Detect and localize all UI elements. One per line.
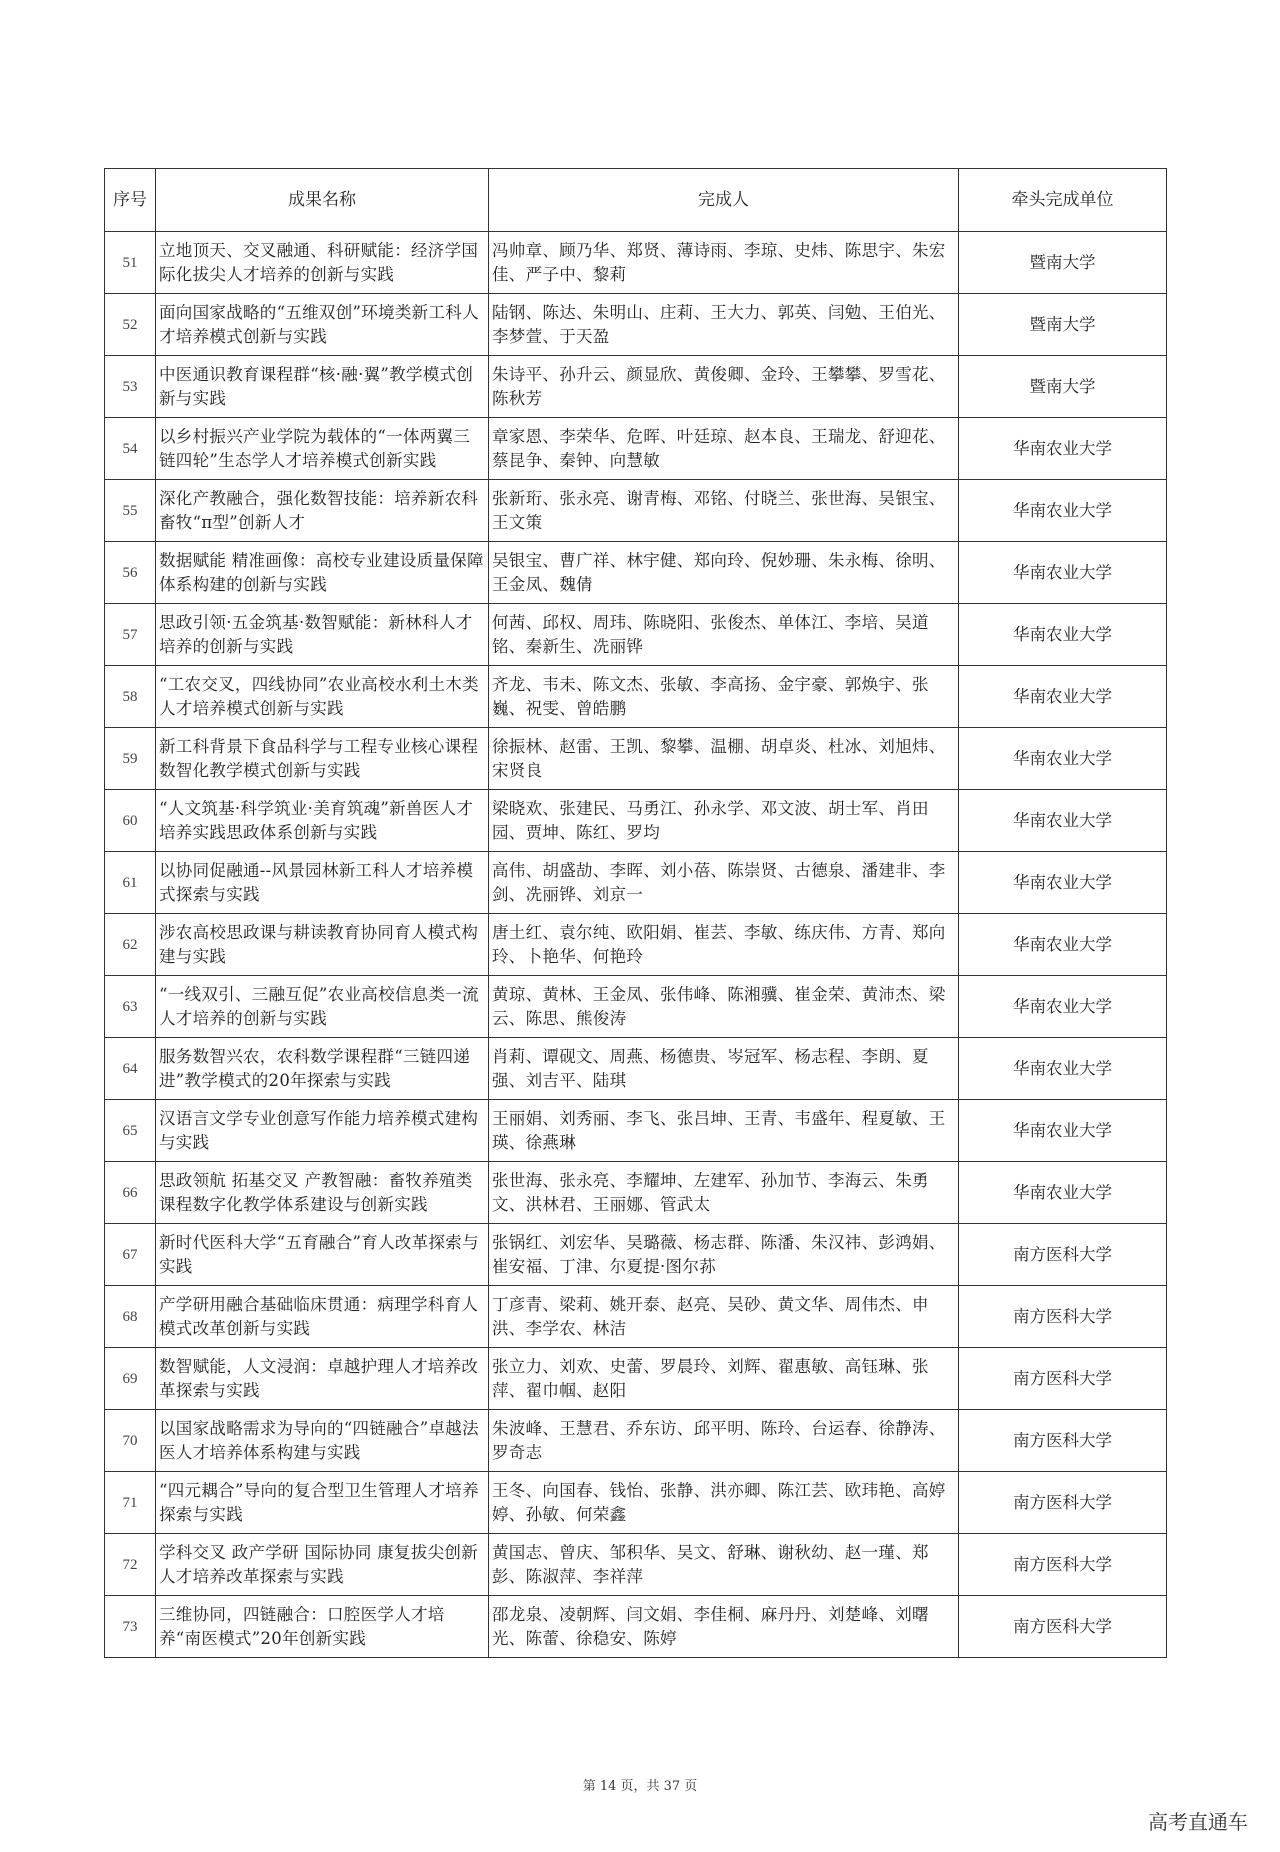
lead-unit: 南方医科大学 (959, 1224, 1167, 1286)
achievement-title: 新工科背景下食品科学与工程专业核心课程数智化教学模式创新与实践 (156, 728, 489, 790)
watermark: 高考直通车 (1148, 1810, 1248, 1834)
achievement-title: 数智赋能，人文浸润：卓越护理人才培养改革探索与实践 (156, 1348, 489, 1410)
table-row (105, 356, 1167, 418)
row-number: 58 (105, 666, 156, 728)
table-row (105, 604, 1167, 666)
row-number: 51 (105, 232, 156, 294)
lead-unit: 华南农业大学 (959, 666, 1167, 728)
row-number: 55 (105, 480, 156, 542)
achievement-title: 汉语言文学专业创意写作能力培养模式建构与实践 (156, 1100, 489, 1162)
contributors: 朱诗平、孙升云、颜显欣、黄俊卿、金玲、王攀攀、罗雪花、陈秋芳 (489, 356, 959, 418)
lead-unit: 南方医科大学 (959, 1286, 1167, 1348)
lead-unit: 华南农业大学 (959, 604, 1167, 666)
contributors: 高伟、胡盛劼、李晖、刘小蓓、陈崇贤、古德泉、潘建非、李剑、冼丽铧、刘京一 (489, 852, 959, 914)
table-row (105, 1472, 1167, 1534)
table-row (105, 480, 1167, 542)
table-row (105, 542, 1167, 604)
table-row (105, 1410, 1167, 1472)
row-number: 52 (105, 294, 156, 356)
contributors: 丁彦青、梁莉、姚开泰、赵亮、吴砂、黄文华、周伟杰、申洪、李学农、林洁 (489, 1286, 959, 1348)
contributors: 唐土红、袁尔纯、欧阳娟、崔芸、李敏、练庆伟、方青、郑向玲、卜艳华、何艳玲 (489, 914, 959, 976)
lead-unit: 华南农业大学 (959, 480, 1167, 542)
achievement-title: 产学研用融合基础临床贯通：病理学科育人模式改革创新与实践 (156, 1286, 489, 1348)
lead-unit: 南方医科大学 (959, 1534, 1167, 1596)
contributors: 朱波峰、王慧君、乔东访、邱平明、陈玲、台运春、徐静涛、罗奇志 (489, 1410, 959, 1472)
table-row (105, 1348, 1167, 1410)
row-number: 61 (105, 852, 156, 914)
table-header-row (105, 169, 1167, 232)
lead-unit: 暨南大学 (959, 232, 1167, 294)
row-number: 63 (105, 976, 156, 1038)
achievement-title: “一线双引、三融互促”农业高校信息类一流人才培养的创新与实践 (156, 976, 489, 1038)
achievement-title: 三维协同，四链融合：口腔医学人才培养“南医模式”20年创新实践 (156, 1596, 489, 1658)
lead-unit: 暨南大学 (959, 356, 1167, 418)
contributors: 陆钢、陈达、朱明山、庄莉、王大力、郭英、闫勉、王伯光、李梦萱、于天盈 (489, 294, 959, 356)
achievement-title: 新时代医科大学“五育融合”育人改革探索与实践 (156, 1224, 489, 1286)
row-number: 70 (105, 1410, 156, 1472)
row-number: 69 (105, 1348, 156, 1410)
row-number: 56 (105, 542, 156, 604)
contributors: 张锅红、刘宏华、吴璐薇、杨志群、陈潘、朱汉祎、彭鸿娟、崔安福、丁津、尔夏提·图尔荪 (489, 1224, 959, 1286)
row-number: 54 (105, 418, 156, 480)
contributors: 王冬、向国春、钱怡、张静、洪亦卿、陈江芸、欧玮艳、高婷婷、孙敏、何荣鑫 (489, 1472, 959, 1534)
achievement-title: “人文筑基·科学筑业·美育筑魂”新兽医人才培养实践思政体系创新与实践 (156, 790, 489, 852)
lead-unit: 华南农业大学 (959, 914, 1167, 976)
contributors: 张立力、刘欢、史蕾、罗晨玲、刘辉、翟惠敏、高钰琳、张萍、翟巾帼、赵阳 (489, 1348, 959, 1410)
achievement-title: 数据赋能 精准画像：高校专业建设质量保障体系构建的创新与实践 (156, 542, 489, 604)
table-row (105, 1162, 1167, 1224)
achievement-title: “四元耦合”导向的复合型卫生管理人才培养探索与实践 (156, 1472, 489, 1534)
page-number: 第 14 页，共 37 页 (582, 1779, 698, 1794)
achievement-title: 服务数智兴农，农科数学课程群“三链四递进”教学模式的20年探索与实践 (156, 1038, 489, 1100)
lead-unit: 华南农业大学 (959, 1162, 1167, 1224)
contributors: 何茜、邱权、周玮、陈晓阳、张俊杰、单体江、李培、吴道铭、秦新生、冼丽铧 (489, 604, 959, 666)
table-row (105, 1100, 1167, 1162)
achievements-table (104, 168, 1167, 1658)
achievement-title: 深化产教融合，强化数智技能：培养新农科畜牧“π型”创新人才 (156, 480, 489, 542)
table-row (105, 728, 1167, 790)
lead-unit: 华南农业大学 (959, 976, 1167, 1038)
achievement-title: “工农交叉，四线协同”农业高校水利土木类人才培养模式创新与实践 (156, 666, 489, 728)
lead-unit: 华南农业大学 (959, 728, 1167, 790)
achievement-title: 以乡村振兴产业学院为载体的“一体两翼三链四轮”生态学人才培养模式创新实践 (156, 418, 489, 480)
row-number: 59 (105, 728, 156, 790)
achievement-title: 思政引领·五金筑基·数智赋能：新林科人才培养的创新与实践 (156, 604, 489, 666)
lead-unit: 华南农业大学 (959, 790, 1167, 852)
table-row (105, 976, 1167, 1038)
contributors: 王丽娟、刘秀丽、李飞、张吕坤、王青、韦盛年、程夏敏、王瑛、徐燕琳 (489, 1100, 959, 1162)
contributors: 张新珩、张永亮、谢青梅、邓铭、付晓兰、张世海、吴银宝、王文策 (489, 480, 959, 542)
lead-unit: 南方医科大学 (959, 1348, 1167, 1410)
contributors: 邵龙泉、凌朝辉、闫文娟、李佳桐、麻丹丹、刘楚峰、刘曙光、陈蕾、徐稳安、陈婷 (489, 1596, 959, 1658)
row-number: 57 (105, 604, 156, 666)
table-row (105, 1596, 1167, 1658)
row-number: 53 (105, 356, 156, 418)
row-number: 60 (105, 790, 156, 852)
lead-unit: 华南农业大学 (959, 852, 1167, 914)
lead-unit: 南方医科大学 (959, 1596, 1167, 1658)
lead-unit: 华南农业大学 (959, 418, 1167, 480)
contributors: 冯帅章、顾乃华、郑贤、薄诗雨、李琼、史炜、陈思宇、朱宏佳、严子中、黎莉 (489, 232, 959, 294)
header-people: 完成人 (489, 169, 959, 232)
achievement-title: 立地顶天、交叉融通、科研赋能：经济学国际化拔尖人才培养的创新与实践 (156, 232, 489, 294)
contributors: 张世海、张永亮、李耀坤、左建军、孙加节、李海云、朱勇文、洪林君、王丽娜、管武太 (489, 1162, 959, 1224)
row-number: 71 (105, 1472, 156, 1534)
table-row (105, 1286, 1167, 1348)
table-row (105, 1224, 1167, 1286)
contributors: 黄琼、黄林、王金凤、张伟峰、陈湘骥、崔金荣、黄沛杰、梁云、陈思、熊俊涛 (489, 976, 959, 1038)
header-title: 成果名称 (156, 169, 489, 232)
table-body (105, 232, 1167, 1658)
lead-unit: 华南农业大学 (959, 542, 1167, 604)
row-number: 66 (105, 1162, 156, 1224)
row-number: 64 (105, 1038, 156, 1100)
contributors: 肖莉、谭砚文、周燕、杨德贵、岑冠军、杨志程、李朗、夏强、刘吉平、陆琪 (489, 1038, 959, 1100)
contributors: 齐龙、韦未、陈文杰、张敏、李高扬、金宇豪、郭焕宇、张巍、祝雯、曾皓鹏 (489, 666, 959, 728)
achievement-title: 面向国家战略的“五维双创”环境类新工科人才培养模式创新与实践 (156, 294, 489, 356)
contributors: 章家恩、李荣华、危晖、叶廷琼、赵本良、王瑞龙、舒迎花、蔡昆争、秦钟、向慧敏 (489, 418, 959, 480)
header-number: 序号 (105, 169, 156, 232)
contributors: 徐振林、赵雷、王凯、黎攀、温棚、胡卓炎、杜冰、刘旭炜、宋贤良 (489, 728, 959, 790)
row-number: 67 (105, 1224, 156, 1286)
row-number: 65 (105, 1100, 156, 1162)
lead-unit: 南方医科大学 (959, 1472, 1167, 1534)
table-row (105, 666, 1167, 728)
contributors: 黄国志、曾庆、邹积华、吴文、舒琳、谢秋幼、赵一瑾、郑彭、陈淑萍、李祥萍 (489, 1534, 959, 1596)
achievement-title: 思政领航 拓基交叉 产教智融：畜牧养殖类课程数字化教学体系建设与创新实践 (156, 1162, 489, 1224)
table-row (105, 1534, 1167, 1596)
achievement-title: 中医通识教育课程群“核·融·翼”教学模式创新与实践 (156, 356, 489, 418)
table-row (105, 1038, 1167, 1100)
header-unit: 牵头完成单位 (959, 169, 1167, 232)
table-row (105, 914, 1167, 976)
achievement-title: 以国家战略需求为导向的“四链融合”卓越法医人才培养体系构建与实践 (156, 1410, 489, 1472)
contributors: 吴银宝、曹广祥、林宇健、郑向玲、倪妙珊、朱永梅、徐明、王金凤、魏倩 (489, 542, 959, 604)
table-row (105, 232, 1167, 294)
achievement-title: 涉农高校思政课与耕读教育协同育人模式构建与实践 (156, 914, 489, 976)
lead-unit: 华南农业大学 (959, 1038, 1167, 1100)
achievement-title: 以协同促融通--风景园林新工科人才培养模式探索与实践 (156, 852, 489, 914)
contributors: 梁晓欢、张建民、马勇江、孙永学、邓文波、胡士军、肖田园、贾坤、陈红、罗均 (489, 790, 959, 852)
lead-unit: 华南农业大学 (959, 1100, 1167, 1162)
table-row (105, 852, 1167, 914)
achievement-title: 学科交叉 政产学研 国际协同 康复拔尖创新人才培养改革探索与实践 (156, 1534, 489, 1596)
row-number: 73 (105, 1596, 156, 1658)
lead-unit: 南方医科大学 (959, 1410, 1167, 1472)
row-number: 62 (105, 914, 156, 976)
row-number: 68 (105, 1286, 156, 1348)
table-row (105, 294, 1167, 356)
lead-unit: 暨南大学 (959, 294, 1167, 356)
row-number: 72 (105, 1534, 156, 1596)
table-row (105, 418, 1167, 480)
table-row (105, 790, 1167, 852)
